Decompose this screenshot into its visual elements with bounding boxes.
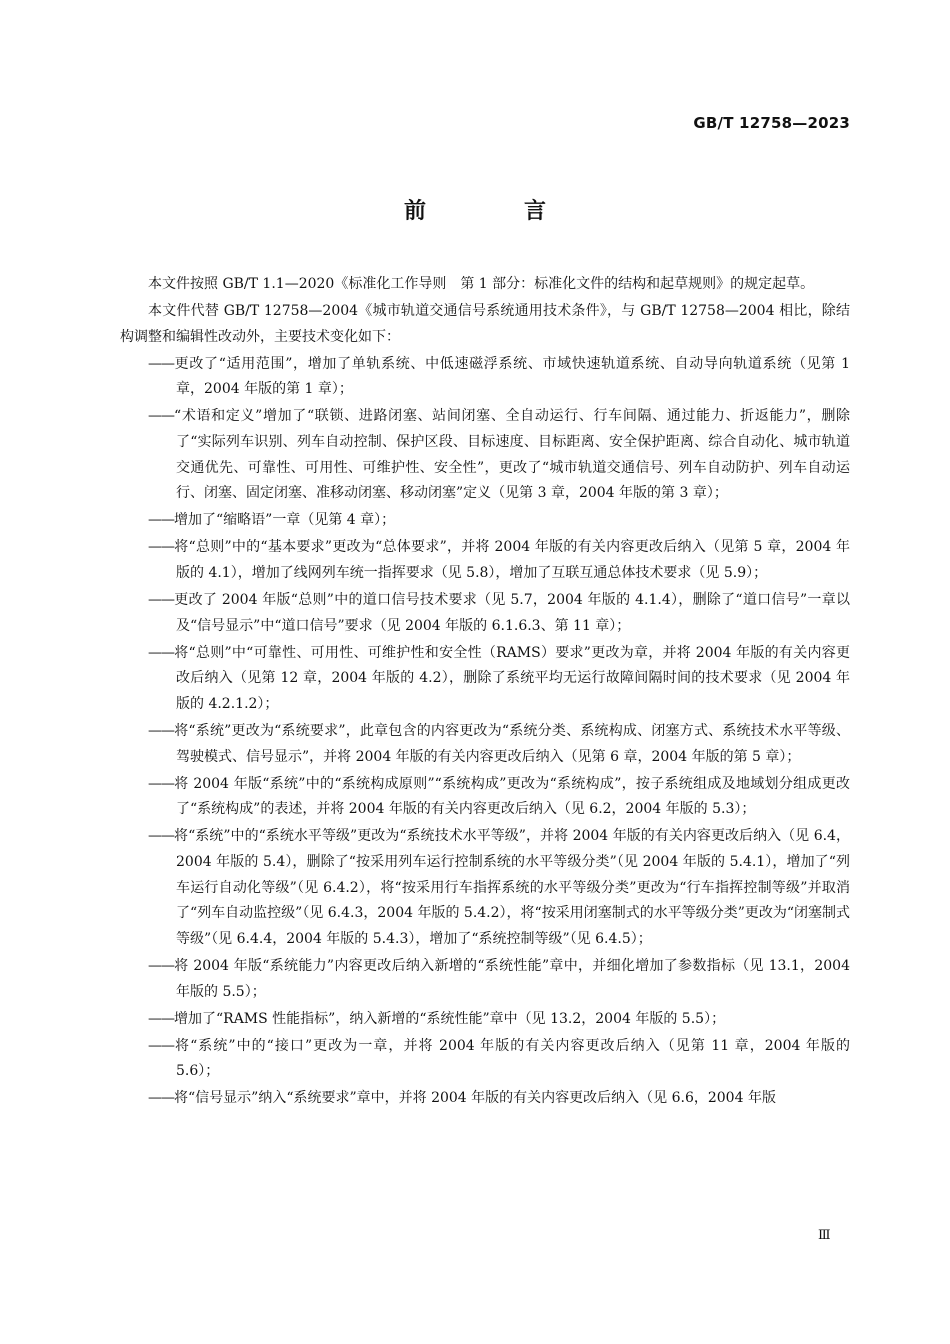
list-item: [120, 1034, 850, 1085]
list-dash: ——: [148, 539, 174, 556]
list-item: [120, 1086, 850, 1112]
list-item-text: 将“总则”中“可靠性、可用性、可维护性和安全性（RAMS）要求”更改为章，并将 2004 年版的有关内容更改后纳入（见第 12 章，2004 年版的 4.2），删除了系统平均无运行故障间隔时间的技术要求（见 2004 年版的 4.2.1.2）；: [174, 644, 850, 712]
list-item-text: 将 2004 年版“系统能力”内容更改后纳入新增的“系统性能”章中，并细化增加了参数指标（见 13.1，2004 年版的 5.5）；: [174, 957, 850, 1000]
list-dash: ——: [148, 408, 174, 425]
list-item-text: 更改了 2004 年版“总则”中的道口信号技术要求（见 5.7，2004 年版的 4.1.4），删除了“道口信号”一章以及“信号显示”中“道口信号”要求（见 2004 年版的 6.1.6.3、第 11 章）；: [174, 592, 850, 634]
change-list: [120, 352, 850, 1112]
list-dash: ——: [148, 644, 174, 661]
list-item: [120, 535, 850, 586]
list-item-text: 更改了“适用范围”，增加了单轨系统、中低速磁浮系统、市域快速轨道系统、自动导向轨道系统（见第 1 章，2004 年版的第 1 章）；: [174, 355, 850, 398]
list-dash: ——: [148, 512, 174, 529]
list-item: [120, 588, 850, 639]
list-item: [120, 641, 850, 718]
standard-code: GB/T 12758—2023: [693, 114, 850, 132]
list-dash: ——: [148, 723, 174, 740]
list-item-text: 将“系统”中的“接口”更改为一章，并将 2004 年版的有关内容更改后纳入（见第 11 章，2004 年版的 5.6）；: [174, 1037, 850, 1080]
document-body: [120, 272, 850, 1114]
list-item: [120, 719, 850, 770]
list-item-text: 将 2004 年版“系统”中的“系统构成原则”“系统构成”更改为“系统构成”，按子系统组成及地域划分组成更改了“系统构成”的表述，并将 2004 年版的有关内容更改后纳入（见 6.2，2004 年版的 5.3）；: [174, 775, 850, 818]
list-item: [120, 772, 850, 823]
list-item-text: 将“系统”更改为“系统要求”，此章包含的内容更改为“系统分类、系统构成、闭塞方式、系统技术水平等级、驾驶模式、信号显示”，并将 2004 年版的有关内容更改后纳入（见第 6 章，2004 年版的第 5 章）；: [174, 723, 850, 765]
list-item: [120, 404, 850, 506]
list-dash: ——: [148, 1037, 174, 1054]
page-number: Ⅲ: [818, 1228, 831, 1243]
list-item-text: 将“信号显示”纳入“系统要求”章中，并将 2004 年版的有关内容更改后纳入（见 6.6，2004 年版: [174, 1090, 776, 1107]
list-item-text: 增加了“缩略语”一章（见第 4 章）；: [174, 512, 396, 529]
paragraph: 本文件按照 GB/T 1.1—2020《标准化工作导则 第 1 部分：标准化文件的结构和起草规则》的规定起草。: [148, 276, 815, 292]
list-item: [120, 352, 850, 403]
list-dash: ——: [148, 592, 174, 609]
list-dash: ——: [148, 1010, 174, 1027]
list-item: [120, 1007, 850, 1033]
list-item-text: 将“系统”中的“系统水平等级”更改为“系统技术水平等级”，并将 2004 年版的有关内容更改后纳入（见 6.4，2004 年版的 5.4），删除了“按采用列车运行控制系统的水平等级分类”（见 2004 年版的 5.4.1），增加了“列车运行自动化等级”（见 6.4.2），将“按采用行车指挥系统的水平等级分类”更改为“行车指挥控制等级”并取消了“列车自动监控级”（见 6.4.3，2004 年版的 5.4.2），将“按采用闭塞制式的水平等级分类”更改为“闭塞制式等级”（见 6.4.4，2004 年版的 5.4.3），增加了“系统控制等级”（见 6.4.5）；: [174, 828, 851, 947]
list-item: [120, 508, 850, 534]
list-dash: ——: [148, 828, 174, 845]
list-item-text: 增加了“RAMS 性能指标”，纳入新增的“系统性能”章中（见 13.2，2004 年版的 5.5）；: [174, 1010, 726, 1027]
list-item-text: 将“总则”中的“基本要求”更改为“总体要求”，并将 2004 年版的有关内容更改后纳入（见第 5 章，2004 年版的 4.1），增加了线网列车统一指挥要求（见 5.8），增加了互联互通总体技术要求（见 5.9）；: [174, 539, 850, 582]
list-dash: ——: [148, 775, 174, 792]
list-dash: ——: [148, 1090, 174, 1107]
list-item-text: “术语和定义”增加了“联锁、进路闭塞、站间闭塞、全自动运行、行车间隔、通过能力、折返能力”，删除了“实际列车识别、列车自动控制、保护区段、目标速度、目标距离、安全保护距离、综合自动化、城市轨道交通优先、可靠性、可用性、可维护性、安全性”，更改了“城市轨道交通信号、列车自动防护、列车自动运行、闭塞、固定闭塞、准移动闭塞、移动闭塞”定义（见第 3 章，2004 年版的第 3 章）；: [174, 408, 850, 502]
list-item: [120, 824, 850, 952]
page-title: 前 言: [403, 199, 584, 224]
list-dash: ——: [148, 355, 174, 372]
paragraph: 本文件代替 GB/T 12758—2004《城市轨道交通信号系统通用技术条件》，与 GB/T 12758—2004 相比，除结构调整和编辑性改动外，主要技术变化如下：: [120, 303, 850, 345]
list-item: [120, 954, 850, 1005]
list-dash: ——: [148, 957, 174, 974]
